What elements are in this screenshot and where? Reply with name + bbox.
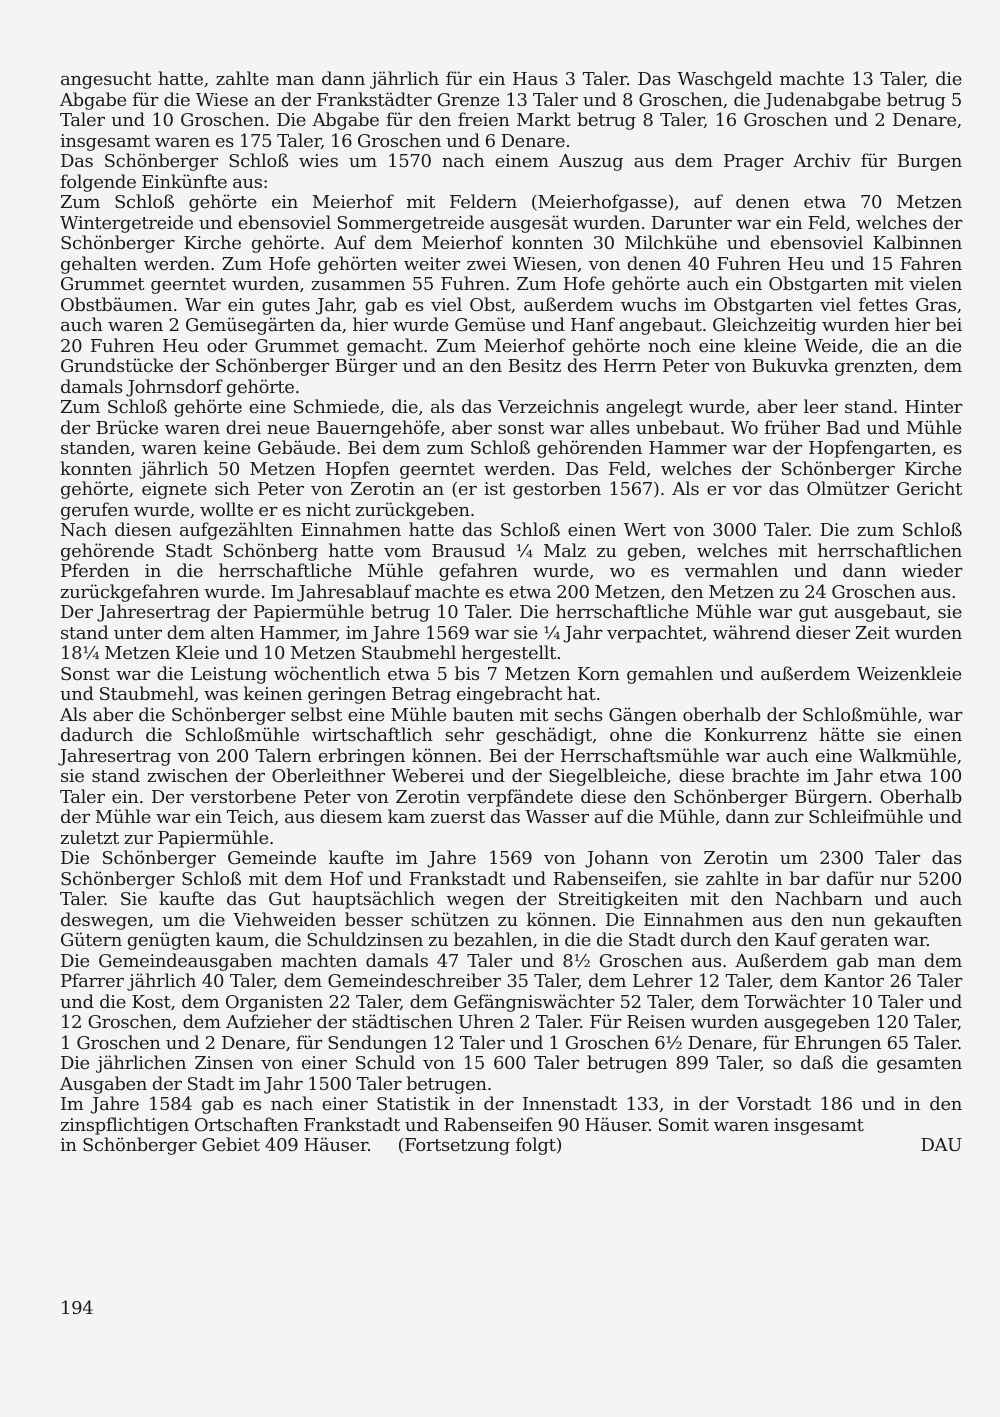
closing-text: in Schönberger Gebiet 409 Häuser. (60, 1135, 372, 1156)
continuation-note: (Fortsetzung folgt) (397, 1135, 563, 1156)
paragraph-3: Zum Schloß gehörte ein Meierhof mit Feldern (Meierhofgasse), auf denen etwa 70 Metzen Wintergetreide und ebensoviel Sommergetreide ausgesät wurden. Darunter war ein Feld, welches der Schönberger Kirche gehörte. Auf dem Meierhof konnten 30 Milchkühe und ebensoviel Kalbinnen gehalten werden. Zum Hofe gehörten weiter zwei Wiesen, von denen 40 Fuhren Heu und 15 Fahren Grummet geerntet wurden, zusammen 55 Fuhren. Zum Hofe gehörte auch ein Obstgarten mit vielen Obstbäumen. War ein gutes Jahr, gab es viel Obst, außerdem wuchs im Obstgarten viel fettes Gras, auch waren 2 Gemüsegärten da, hier wurde Gemüse und Hanf angebaut. Gleichzeitig wurden hier bei 20 Fuhren Heu oder Grummet gemacht. Zum Meierhof gehörte noch eine kleine Weide, die an die Grundstücke der Schönberger Bürger und an den Besitz des Herrn Peter von Bukuvka grenzten, dem damals Johrnsdorf gehörte. (60, 192, 962, 398)
paragraph-8: Als aber die Schönberger selbst eine Mühle bauten mit sechs Gängen oberhalb der Schloßmühle, war dadurch die Schloßmühle wirtschaftlich sehr geschädigt, ohne die Konkurrenz hätte sie einen Jahresertrag von 200 Talern erbringen können. Bei der Herrschaftsmühle war auch eine Walkmühle, sie stand zwischen der Oberleithner Weberei und der Siegelbleiche, diese brachte im Jahr etwa 100 Taler ein. Der verstorbene Peter von Zerotin verpfändete diese den Schönberger Bürgern. Oberhalb der Mühle war ein Teich, aus diesem kam zuerst das Wasser auf die Mühle, dann zur Schleifmühle und zuletzt zur Papiermühle. (60, 704, 962, 849)
author-initials: DAU (920, 1135, 962, 1156)
paragraph-11: Im Jahre 1584 gab es nach einer Statistik in der Innenstadt 133, in der Vorstadt 186 und in den zinspflichtigen Ortschaften Frankstadt und Rabenseifen 90 Häuser. Somit waren insgesamt (60, 1094, 962, 1136)
paragraph-7: Sonst war die Leistung wöchentlich etwa 5 bis 7 Metzen Korn gemahlen und außerdem Weizenkleie und Staubmehl, was keinen geringen Betrag eingebracht hat. (60, 663, 962, 705)
document-page (60, 70, 962, 1157)
paragraph-6: Der Jahresertrag der Papiermühle betrug 10 Taler. Die herrschaftliche Mühle war gut ausgebaut, sie stand unter dem alten Hammer, im Jahre 1569 war sie ¼ Jahr verpachtet, während dieser Zeit wurden 18¼ Metzen Kleie und 10 Metzen Staubmehl hergestellt. (60, 602, 962, 664)
paragraph-1: angesucht hatte, zahlte man dann jährlich für ein Haus 3 Taler. Das Waschgeld machte 13 Taler, die Abgabe für die Wiese an der Frankstädter Grenze 13 Taler und 8 Groschen, die Judenabgabe betrug 5 Taler und 10 Groschen. Die Abgabe für den freien Markt betrug 8 Taler, 16 Groschen und 2 Denare, insgesamt waren es 175 Taler, 16 Groschen und 6 Denare. (60, 69, 962, 152)
paragraph-9: Die Schönberger Gemeinde kaufte im Jahre 1569 von Johann von Zerotin um 2300 Taler das Schönberger Schloß mit dem Hof und Frankstadt und Rabenseifen, sie zahlte in bar dafür nur 5200 Taler. Sie kaufte das Gut hauptsächlich wegen der Streitigkeiten mit den Nachbarn und auch deswegen, um die Viehweiden besser schützen zu können. Die Einnahmen aus den nun gekauften Gütern genügten kaum, die Schuldzinsen zu bezahlen, in die die Stadt durch den Kauf geraten war. (60, 848, 962, 951)
paragraph-4: Zum Schloß gehörte eine Schmiede, die, als das Verzeichnis angelegt wurde, aber leer stand. Hinter der Brücke waren drei neue Bauerngehöfe, aber sonst war alles unbebaut. Wo früher Bad und Mühle standen, waren keine Gebäude. Bei dem zum Schloß gehörenden Hammer war der Hopfengarten, es konnten jährlich 50 Metzen Hopfen geerntet werden. Das Feld, welches der Schönberger Kirche gehörte, eignete sich Peter von Zerotin an (er ist gestorben 1567). Als er vor das Olmützer Gericht gerufen wurde, wollte er es nicht zurückgeben. (60, 397, 962, 521)
paragraph-2: Das Schönberger Schloß wies um 1570 nach einem Auszug aus dem Prager Archiv für Burgen folgende Einkünfte aus: (60, 151, 962, 193)
paragraph-10: Die Gemeindeausgaben machten damals 47 Taler und 8½ Groschen aus. Außerdem gab man dem Pfarrer jährlich 40 Taler, dem Gemeindeschreiber 35 Taler, dem Lehrer 12 Taler, dem Kantor 26 Taler und die Kost, dem Organisten 22 Taler, dem Gefängniswächter 52 Taler, dem Torwächter 10 Taler und 12 Groschen, dem Aufzieher der städtischen Uhren 2 Taler. Für Reisen wurden ausgegeben 120 Taler, 1 Groschen und 2 Denare, für Sendungen 12 Taler und 1 Groschen 6½ Denare, für Ehrungen 65 Taler. Die jährlichen Zinsen von einer Schuld von 15 600 Taler betrugen 899 Taler, so daß die gesamten Ausgaben der Stadt im Jahr 1500 Taler betrugen. (60, 950, 962, 1095)
paragraph-5: Nach diesen aufgezählten Einnahmen hatte das Schloß einen Wert von 3000 Taler. Die zum Schloß gehörende Stadt Schönberg hatte vom Brausud ¼ Malz zu geben, welches mit herrschaftlichen Pferden in die herrschaftliche Mühle gefahren wurde, wo es vermahlen und dann wieder zurückgefahren wurde. Im Jahresablauf machte es etwa 200 Metzen, den Metzen zu 24 Groschen aus. (60, 520, 962, 603)
page-number: 194 (60, 1298, 94, 1319)
closing-line (60, 1136, 962, 1157)
closing-text-group (60, 1136, 562, 1157)
